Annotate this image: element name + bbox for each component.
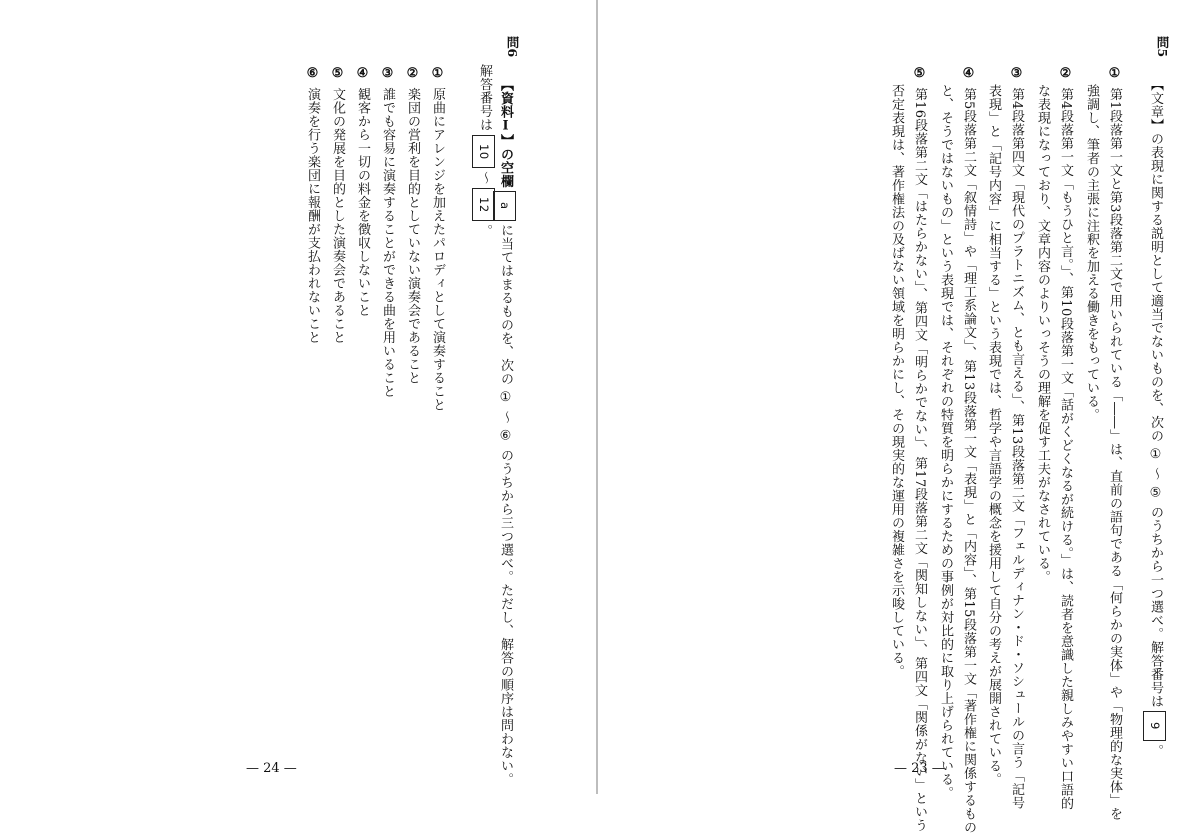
answer-box-12: 12 [472,188,496,222]
question-6-answer-line: 解答番号は10～12。 [472,64,496,238]
blank-a-box: a [493,191,517,221]
question-5-stem: 【文章】の表現に関する説明として適当でないものを、次の ① ～ ⑤ のうちから一つ選べ。解答番号は9。 [1143,78,1167,757]
choice-3-line1: ③第4段落第四文「現代のプラトニズム、とも言える」、第13段落第二文「フェルディナン・ド・ソシュールの言う「記号 [1009,66,1024,810]
choice-4: ④観客から一切の料金を徴収しないこと [355,66,370,317]
left-page [0,0,596,794]
choice-2-line1: ②第4段落第一文「もうひと言。」、第10段落第一文「話がくどくなるが続ける。」は、読者を意識した親しみやすい口語的 [1058,66,1073,810]
page-number-left: — 24 — [246,761,297,776]
page-number-right: — 23 — [894,761,945,776]
right-page [598,0,1182,834]
choice-1-line1: ①第1段落第一文と第3段落第二文で用いられている「――」は、直前の語句である「何らかの実体」や「物理的な実体」を [1107,66,1122,821]
choice-2-line2: な表現になっており、文章内容のよりいっそうの理解を促す工夫がなされている。 [1035,84,1050,584]
choice-5-line2: 否定表現は、著作権法の及ばない領域を明らかにし、その現実的な運用の複雑さを示唆している。 [889,84,904,678]
choice-4-line2: と、そうではないもの」という表現では、それぞれの特質を明らかにするための事例が対比的に取り上げられている。 [938,84,953,800]
question-5-label: 問5 [1155,36,1170,58]
choice-5: ⑤文化の発展を目的とした演奏会であること [330,66,345,344]
answer-box-9: 9 [1143,711,1167,741]
question-6-stem: 【資料Ⅰ】の空欄aに当てはまるものを、次の ① ～ ⑥ のうちから三つ選べ。ただし、解答の順序は問わない。 [493,78,517,786]
choice-5-line1: ⑤第16段落第二文「はたらかない」、第四文「明らかでない」、第17段落第二文「関知しない」、第四文「関係がない」という [912,66,927,833]
choice-1-line2: 強調し、筆者の主張に注釈を加える働きをもっている。 [1084,84,1099,422]
answer-box-10: 10 [472,135,496,169]
choice-4-line1: ④第5段落第二文「叙情詩」や「理工系論文」、第13段落第一文「表現」と「内容」、第15段落第一文「著作権に関係するもの [961,66,976,834]
choice-3: ③誰でも容易に演奏することができる曲を用いること [380,66,395,398]
choice-6: ⑥演奏を行う楽団に報酬が支払われないこと [305,66,320,344]
choice-2: ②楽団の営利を目的としていない演奏会であること [405,66,420,385]
choice-1: ①原曲にアレンジを加えたパロディとして演奏すること [430,66,445,412]
question-6-label: 問6 [505,36,520,58]
choice-3-line2: 表現」と「記号内容」に相当する」という表現では、哲学や言語学の概念を援用して自分の考えが展開されている。 [986,84,1001,786]
